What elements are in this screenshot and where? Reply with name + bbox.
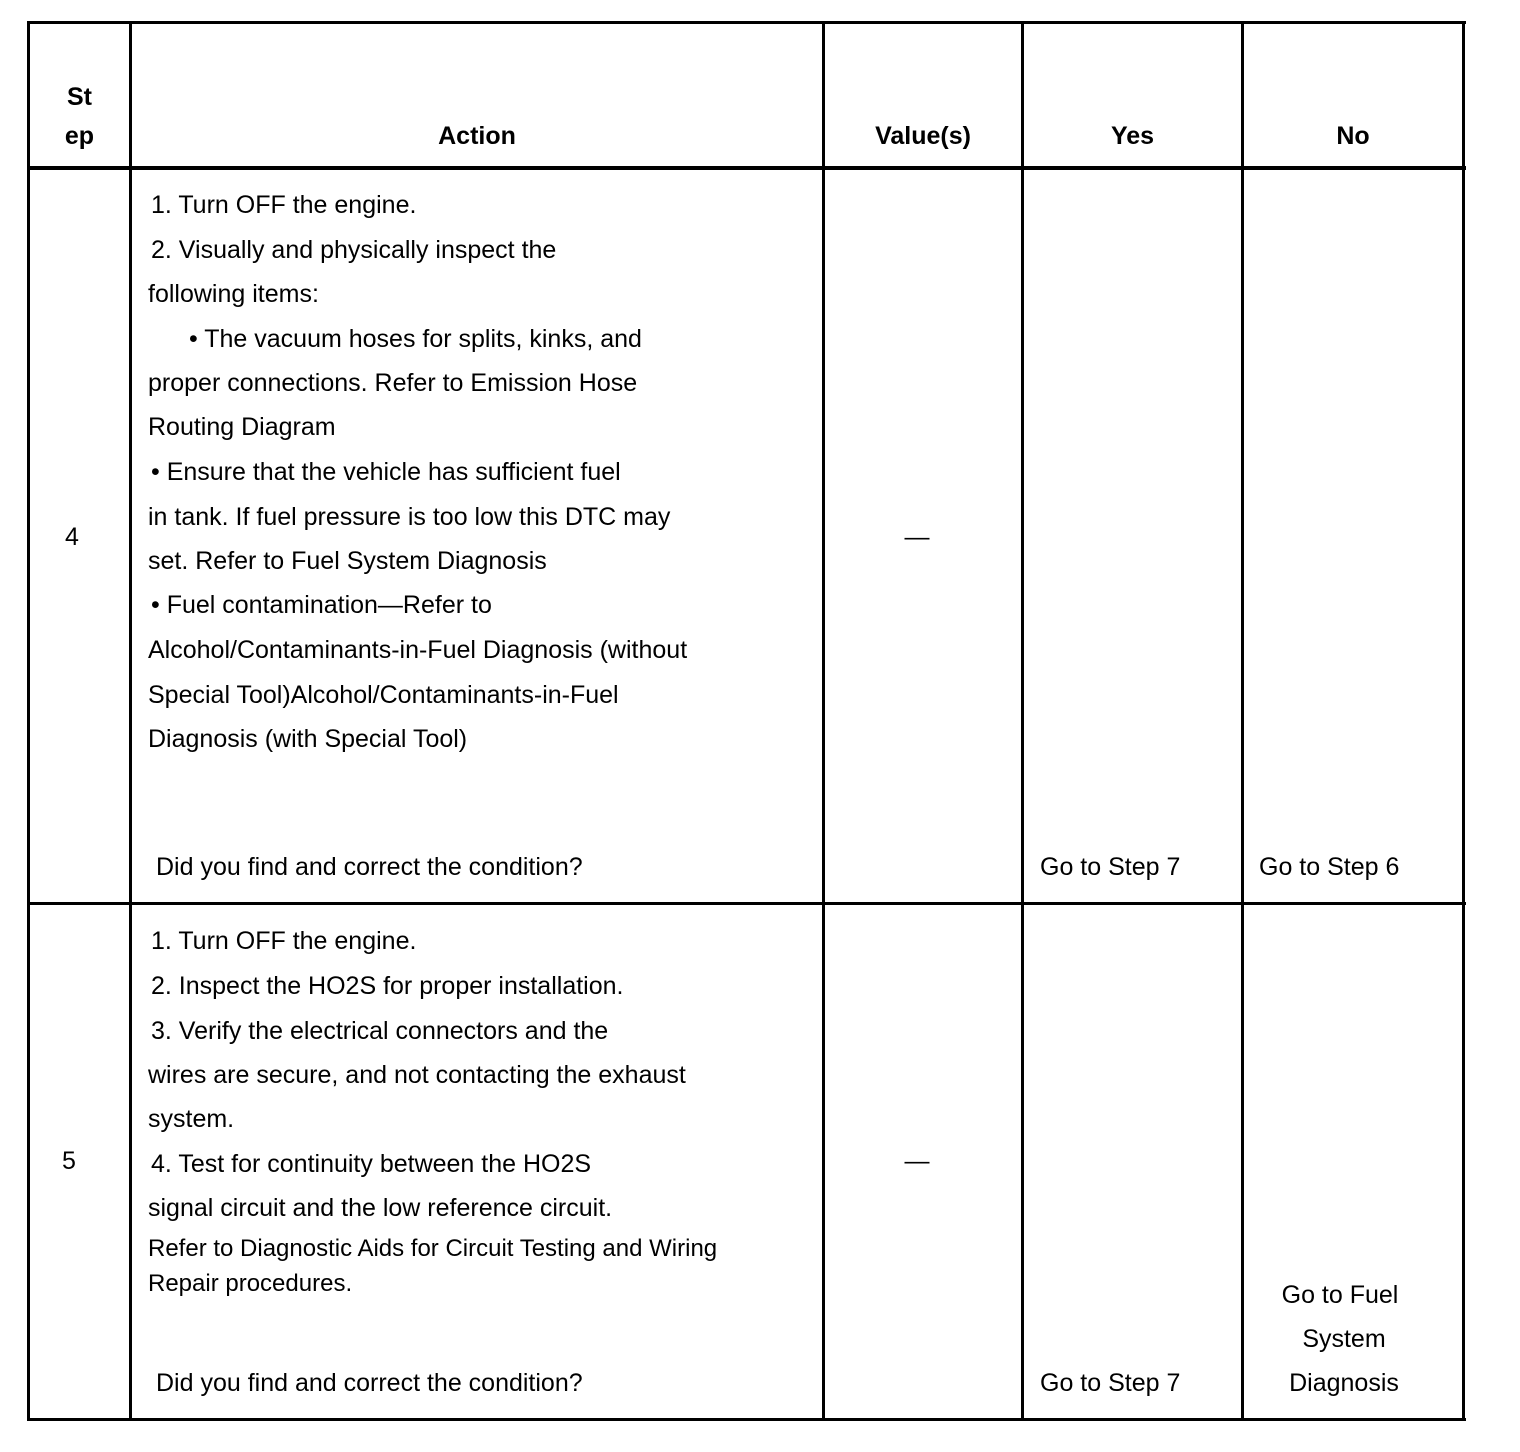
- column-divider-values: [1021, 21, 1024, 1421]
- action-line: signal circuit and the low reference circuit.: [148, 1194, 613, 1222]
- action-line: Refer to Diagnostic Aids for Circuit Testing and Wiring: [148, 1235, 718, 1262]
- value-cell: —: [904, 1147, 930, 1175]
- table-border-right: [1462, 21, 1465, 1421]
- action-line: set. Refer to Fuel System Diagnosis: [148, 547, 547, 575]
- yes-link[interactable]: Go to Step 7: [1040, 853, 1181, 881]
- no-link[interactable]: Go to Step 6: [1259, 853, 1400, 881]
- yes-link[interactable]: Go to Step 7: [1040, 1369, 1181, 1397]
- action-line: 1. Turn OFF the engine.: [151, 191, 417, 219]
- column-divider-action: [822, 21, 825, 1421]
- action-line: Routing Diagram: [148, 413, 336, 441]
- header-yes: Yes: [1110, 122, 1155, 150]
- header-values: Value(s): [875, 122, 971, 150]
- header-no: No: [1336, 122, 1370, 150]
- action-line: following items:: [148, 280, 319, 308]
- row-divider: [27, 902, 1466, 905]
- table-border-top: [27, 21, 1466, 24]
- value-cell: —: [904, 523, 930, 551]
- question: Did you find and correct the condition?: [156, 853, 583, 881]
- action-line: in tank. If fuel pressure is too low this DTC may: [148, 503, 671, 531]
- action-line: system.: [148, 1105, 235, 1133]
- action-line: Special Tool)Alcohol/Contaminants-in-Fuel: [148, 681, 619, 709]
- action-line: 4. Test for continuity between the HO2S: [151, 1150, 592, 1178]
- action-line: 1. Turn OFF the engine.: [151, 927, 417, 955]
- no-link-line[interactable]: Go to Fuel: [1281, 1281, 1399, 1309]
- header-step-line2: ep: [64, 122, 95, 150]
- action-line: • Ensure that the vehicle has sufficient fuel: [151, 458, 621, 486]
- step-number: 4: [65, 523, 79, 551]
- action-line: Alcohol/Contaminants-in-Fuel Diagnosis (without: [148, 636, 688, 664]
- action-line: 3. Verify the electrical connectors and the: [151, 1017, 609, 1045]
- action-line: wires are secure, and not contacting the exhaust: [148, 1061, 686, 1089]
- no-link-line[interactable]: Diagnosis: [1289, 1369, 1399, 1397]
- header-divider: [27, 166, 1466, 170]
- column-divider-step: [129, 21, 132, 1421]
- table-border-bottom: [27, 1418, 1466, 1421]
- action-line: proper connections. Refer to Emission Hose: [148, 369, 638, 397]
- column-divider-yes: [1241, 21, 1244, 1421]
- no-link-line[interactable]: System: [1302, 1325, 1386, 1353]
- action-line: Diagnosis (with Special Tool): [148, 725, 468, 753]
- header-action: Action: [438, 122, 516, 150]
- step-number: 5: [62, 1147, 76, 1175]
- header-step-line1: St: [67, 83, 92, 111]
- action-line: • The vacuum hoses for splits, kinks, and: [189, 325, 642, 353]
- action-line: 2. Inspect the HO2S for proper installation.: [151, 972, 624, 1000]
- action-line: 2. Visually and physically inspect the: [151, 236, 557, 264]
- question: Did you find and correct the condition?: [156, 1369, 583, 1397]
- table-border-left: [27, 21, 30, 1421]
- action-line: • Fuel contamination—Refer to: [151, 591, 492, 619]
- action-line: Repair procedures.: [148, 1270, 353, 1297]
